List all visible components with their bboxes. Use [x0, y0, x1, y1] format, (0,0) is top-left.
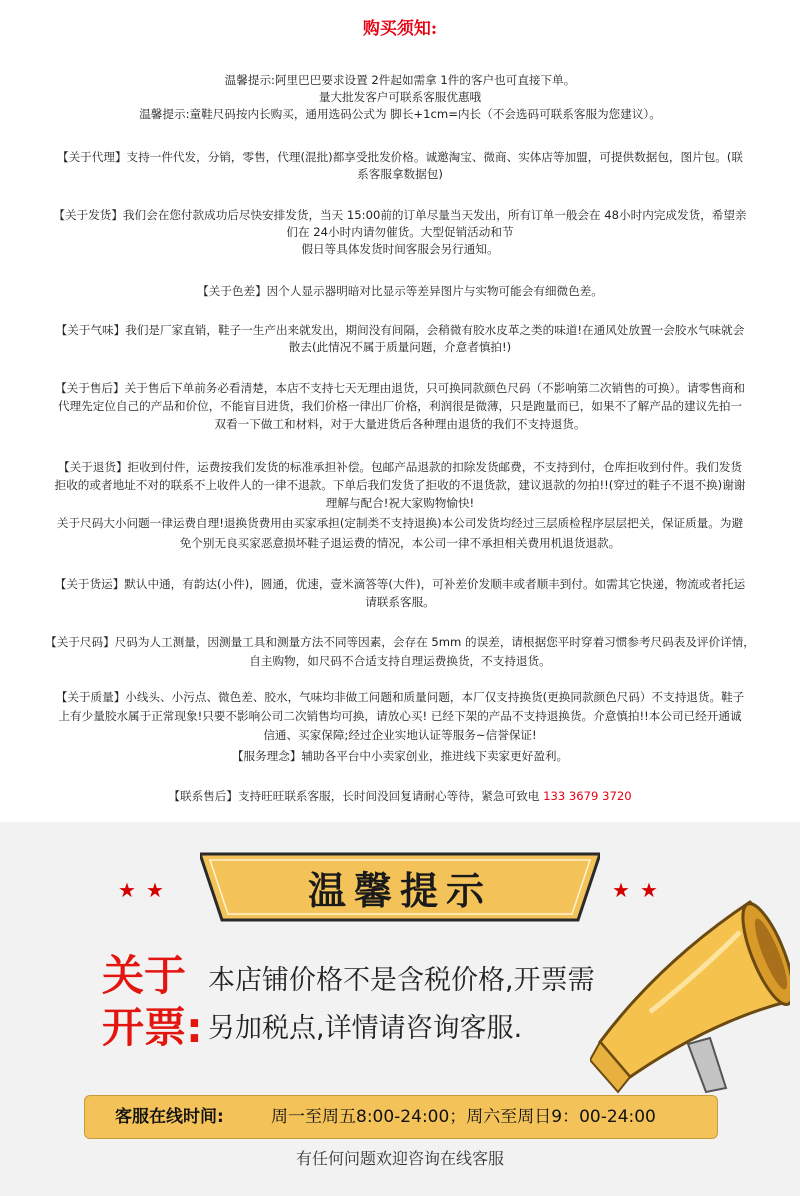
- notice-line: 【关于货运】默认中通，有韵达(小件)，圆通，优速，壹米滴答等(大件)，可补差价发顺丰或者顺丰到付。如需其它快递，物流或者托运: [54, 577, 746, 591]
- notice-line: 请联系客服。: [365, 595, 435, 609]
- hours-value: 周一至周五8:00-24:00；周六至周日9：00-24:00: [271, 1107, 656, 1127]
- invoice-text-line: 本店铺价格不是含税价格,开票需: [208, 965, 595, 996]
- notice-line: 【关于尺码】尺码为人工测量，因测量工具和测量方法不同等因素，会存在 5mm 的误差，请根据您平时穿着习惯参考尺码表及评价详情，: [45, 635, 755, 649]
- notice-line: 理解与配合!祝大家购物愉快!: [325, 496, 475, 510]
- notice-line: 【关于色差】因个人显示器明暗对比显示等差异图片与实物可能会有细微色差。: [197, 284, 603, 298]
- notice-line: 信通、买家保障;经过企业实地认证等服务~信誉保证!: [263, 728, 537, 742]
- notice-line: 们在 24小时内请勿催货。大型促销活动和节: [286, 225, 514, 239]
- notice-line: 温馨提示:童鞋尺码按内长购买，通用选码公式为 脚长+1cm=内长（不会选码可联系客服为您建议）。: [139, 107, 661, 121]
- banner-title-tab: [200, 850, 600, 922]
- star-icon: ★: [118, 878, 136, 902]
- notice-line: 上有少量胶水属于正常现象!只要不影响公司二次销售均可换，请放心买! 已经下架的产品不支持退换货。介意慎拍!!本公司已经开通诚: [58, 709, 742, 723]
- phone-number[interactable]: 133 3679 3720: [543, 789, 632, 803]
- contact-text: 【联系售后】支持旺旺联系客服，长时间没回复请耐心等待，紧急可致电: [168, 789, 540, 803]
- notice-line: 关于尺码大小问题一律运费自理!退换货费用由买家承担(定制类不支持退换)本公司发货均经过三层质检程序层层把关，保证质量。为避: [56, 516, 744, 530]
- about-label: 关于: [102, 951, 187, 1000]
- notice-line: 【服务理念】辅助各平台中小卖家创业，推进线下卖家更好盈利。: [231, 749, 569, 763]
- notice-line: 【关于发货】我们会在您付款成功后尽快安排发货，当天 15:00前的订单尽量当天发出，所有订单一般会在 48小时内完成发货，希望亲: [53, 208, 747, 222]
- star-icon: ★: [640, 878, 658, 902]
- notice-line: 【关于退货】拒收到付件，运费按我们发货的标准承担补偿。包邮产品退款的扣除发货邮费，不支持到付，仓库拒收到付件。我们发货: [57, 460, 743, 474]
- notice-line: 假日等具体发货时间客服会另行通知。: [301, 242, 499, 256]
- banner-title: 温馨提示: [307, 869, 492, 913]
- notice-title: 购买须知:: [362, 19, 438, 39]
- footer-text: 有任何问题欢迎咨询在线客服: [295, 1149, 504, 1168]
- notice-line: 自主购物，如尺码不合适支持自理运费换货，不支持退货。: [249, 654, 551, 668]
- megaphone-icon: [590, 892, 790, 1102]
- notice-line: 【关于代理】支持一件代发，分销，零售，代理(混批)都享受批发价格。诚邀淘宝、微商、实体店等加盟，可提供数据包，图片包。(联: [56, 150, 743, 164]
- notice-line: 系客服拿数据包): [357, 167, 443, 181]
- notice-line: 【关于售后】关于售后下单前务必看清楚，本店不支持七天无理由退货，只可换同款颜色尺码（不影响第二次销售的可换）。请零售商和: [55, 381, 745, 395]
- notice-line: 【关于质量】小线头、小污点、微色差、胶水，气味均非做工问题和质量问题，本厂仅支持换货(更换同款颜色尺码）不支持退货。鞋子: [55, 690, 745, 704]
- invoice-label: 开票:: [102, 1003, 203, 1052]
- notice-line: 代理先定位自己的产品和价位，不能盲目进货，我们价格一律出厂价格，利润很是微薄，只是跑量而已，如果不了解产品的建议先拍一: [57, 399, 743, 413]
- star-icon: ★: [612, 878, 630, 902]
- notice-line: 双看一下做工和材料，对于大量进货后各种理由退货的我们不支持退货。: [214, 417, 586, 431]
- notice-line: 免个别无良买家恶意损坏鞋子退运费的情况，本公司一律不承担相关费用机退货退款。: [179, 536, 621, 550]
- hours-label: 客服在线时间:: [115, 1107, 224, 1127]
- notice-line: 量大批发客户可联系客服优惠哦: [318, 90, 482, 104]
- star-icon: ★: [146, 878, 164, 902]
- invoice-text-line: 另加税点,详情请咨询客服.: [208, 1013, 523, 1044]
- notice-line: 【关于气味】我们是厂家直销，鞋子一生产出来就发出，期间没有间隔，会稍微有胶水皮革之类的味道!在通风处放置一会胶水气味就会: [55, 323, 745, 337]
- contact-line: [8, 788, 792, 804]
- notice-line: 散去(此情况不属于质量问题，介意者慎拍!): [288, 340, 512, 354]
- service-hours-bar: [84, 1095, 718, 1139]
- notice-line: 拒收的或者地址不对的联系不上收件人的一律不退款。下单后我们发货了拒收的不退货款，建议退款的勿拍!!(穿过的鞋子不退不换)谢谢: [54, 478, 746, 492]
- notice-line: 温馨提示:阿里巴巴要求设置 2件起如需拿 1件的客户也可直接下单。: [224, 73, 576, 87]
- warm-tips-banner: [0, 822, 800, 1196]
